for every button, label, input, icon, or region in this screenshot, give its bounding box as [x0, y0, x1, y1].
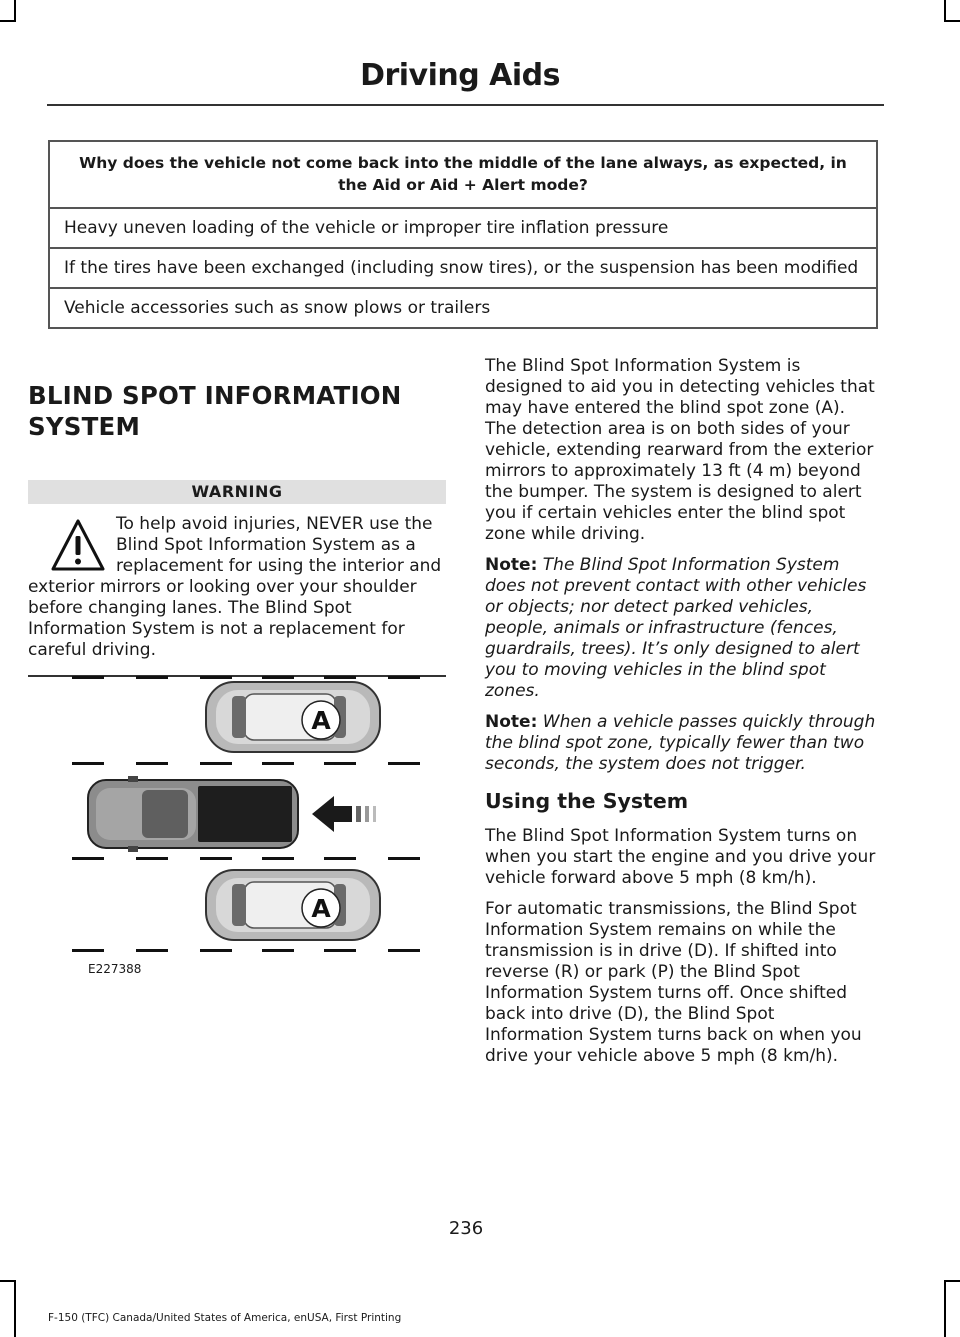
intro-paragraph: The Blind Spot Information System is designed to aid you in detecting vehicles that may have entered the blind spot zone (A). The detection area is on both sides of your vehicle, extending rearward from the exterior mirrors to approximately 13 ft (4 m) beyond the bumper. The system is designed to alert you if certain vehicles enter the blind spot zone while driving.: [485, 356, 875, 544]
right-column: [485, 356, 877, 1077]
note-paragraph: [485, 712, 877, 775]
subheading: Using the System: [485, 789, 689, 813]
troubleshooting-table: [48, 140, 878, 329]
page-header-title: Driving Aids: [360, 58, 560, 93]
zone-a-car-top: [206, 682, 380, 752]
svg-text:A: A: [311, 894, 331, 923]
table-row: Vehicle accessories such as snow plows or trailers: [49, 288, 877, 328]
page-number: 236: [448, 1218, 484, 1239]
section-title: [28, 380, 446, 442]
section-title-line1: BLIND SPOT INFORMATION: [28, 381, 402, 410]
crop-mark: [944, 20, 960, 22]
svg-text:A: A: [311, 706, 331, 735]
table-header-question: Why does the vehicle not come back into the middle of the lane always, as expected, in the Aid or Aid + Alert mode?: [49, 141, 877, 208]
note-label: Note:: [485, 712, 538, 732]
figure-code: E227388: [88, 962, 142, 976]
crop-mark: [944, 0, 946, 20]
note-text: The Blind Spot Information System does not prevent contact with other vehicles or objects; nor detect parked vehicles, people, animals or infrastructure (fences, guardrails, trees). It’s only designed to alert you to moving vehicles in the blind spot zones.: [485, 555, 867, 701]
table-row: Heavy uneven loading of the vehicle or improper tire inflation pressure: [49, 208, 877, 248]
note-text: When a vehicle passes quickly through the blind spot zone, typically fewer than two seconds, the system does not trigger.: [485, 712, 876, 774]
table-row: If the tires have been exchanged (including snow tires), or the suspension has been modified: [49, 248, 877, 288]
crop-mark: [14, 0, 16, 20]
left-column: [28, 380, 446, 677]
crop-mark: [944, 1280, 946, 1337]
footer-text: F-150 (TFC) Canada/United States of America, enUSA, First Printing: [48, 1312, 402, 1324]
approaching-vehicle-arrow: [312, 796, 376, 832]
crop-mark: [944, 1280, 960, 1282]
zone-a-car-bottom: [206, 870, 380, 940]
blind-spot-zone-illustration: [66, 668, 426, 968]
crop-mark: [0, 20, 16, 22]
crop-mark: [14, 1280, 16, 1337]
warning-box: [28, 514, 446, 661]
note-label: Note:: [485, 555, 538, 575]
crop-mark: [0, 1280, 16, 1282]
warning-text: To help avoid injuries, NEVER use the Blind Spot Information System as a replacement for using the interior and exterior mirrors or looking over your shoulder before changing lanes. The Blind Spot Information System is not a replacement for careful driving.: [28, 514, 442, 660]
header-divider: [47, 104, 884, 106]
warning-triangle-icon: [50, 518, 106, 574]
host-truck: [88, 776, 298, 852]
note-paragraph: [485, 555, 877, 702]
warning-label: WARNING: [28, 480, 446, 504]
body-paragraph: For automatic transmissions, the Blind Spot Information System remains on while the transmission is in drive (D). If shifted into reverse (R) or park (P) the Blind Spot Information System turns off. Once shifted back into drive (D), the Blind Spot Information System turns back on when you drive your vehicle above 5 mph (8 km/h).: [485, 899, 862, 1066]
body-paragraph: The Blind Spot Information System turns on when you start the engine and you drive your vehicle forward above 5 mph (8 km/h).: [485, 826, 876, 888]
section-title-line2: SYSTEM: [28, 412, 141, 441]
